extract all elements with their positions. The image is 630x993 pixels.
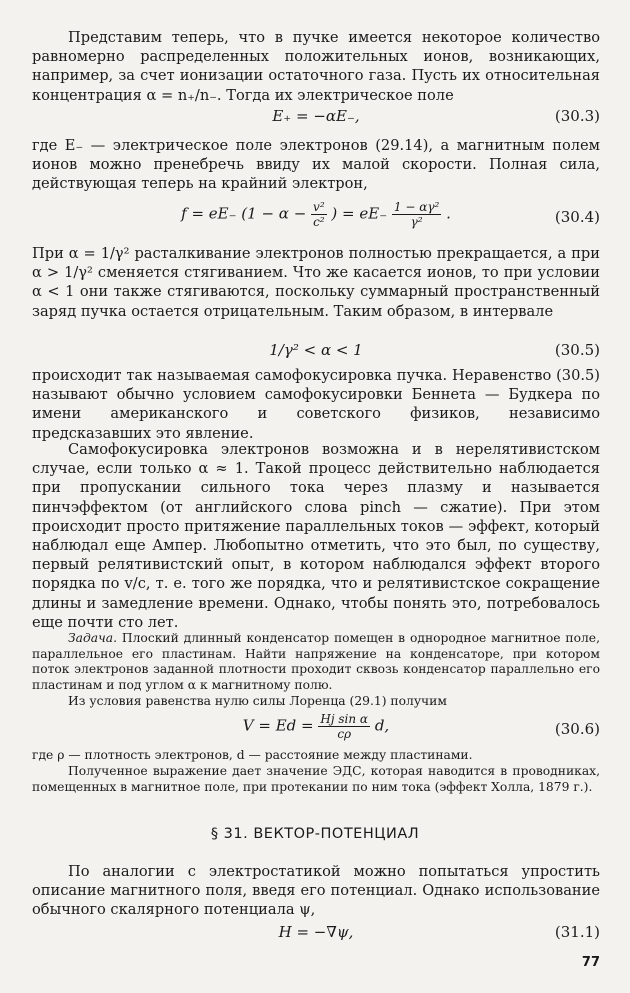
paragraph-pinch-effect: Самофокусировка электронов возможна и в нерелятивистском случае, если только α ≈ 1. Такой процесс действительно наблюдается при пропускании сильного тока через плазму и называется пинчэффектом (от английского слова pinch — сжатие). При этом происходит просто притяжение параллельных токов — эффект, который наблюдал еще Ампер. Любопытно отметить, что это был, по существу, первый релятивистский опыт, в котором наблюдался эффект второго порядка по v/c, т. е. того же порядка, что и релятивистское сокращение длины и замедление времени. Однако, чтобы понять это, потребовалось еще почти сто лет. xyxy=(32,441,600,631)
page-number: 77 xyxy=(581,955,600,970)
fraction-v2-c2 xyxy=(311,200,327,229)
task-text: Плоский длинный конденсатор помещен в однородное магнитное поле, параллельное его пластинам. Найти напряжение на конденсаторе, при котором поток электронов заданной плотности проходит сквозь конденсатор параллельно его пластинам и под углом α к магнитному полю. xyxy=(32,631,600,692)
task-definitions: где ρ — плотность электронов, d — расстояние между пластинами. xyxy=(32,748,473,762)
equation-formula: 1/γ² < α < 1 xyxy=(269,341,363,359)
paragraph-vector-potential: По аналогии с электростатикой можно попытаться упростить описание магнитного поля, введя его потенциал. Однако использование обычного скалярного потенциала ψ, xyxy=(32,863,600,919)
paragraph-stop-repulsion: При α = 1/γ² расталкивание электронов полностью прекращается, а при α > 1/γ² сменяется стягиванием. Что же касается ионов, то при условии α < 1 они также стягиваются, поскольку суммарный пространственный заряд пучка остается отрицательным. Таким образом, в интервале xyxy=(32,245,600,320)
fraction-denominator: c² xyxy=(313,215,325,229)
equation-30-5 xyxy=(32,338,600,364)
equation-number: (31.1) xyxy=(554,923,600,941)
equation-end: . xyxy=(446,204,451,223)
equation-formula: H = −∇ψ, xyxy=(278,923,354,941)
equation-30-4 xyxy=(32,196,600,240)
equation-31-1 xyxy=(32,920,600,946)
equation-30-3 xyxy=(32,104,600,130)
equation-formula: E₊ = −αE₋, xyxy=(272,107,360,125)
equation-lhs: V = Ed = xyxy=(242,716,314,735)
task-statement xyxy=(32,631,600,693)
fraction-numerator: Hj sin α xyxy=(320,712,369,726)
equation-number: (30.3) xyxy=(554,107,600,125)
equation-number: (30.4) xyxy=(554,208,600,226)
equation-lhs: f = eE₋ (1 − α − xyxy=(181,204,307,223)
fraction-numerator: v² xyxy=(313,200,325,214)
equation-30-6 xyxy=(32,708,600,752)
paragraph-total-force: где E₋ — электрическое поле электронов (29.14), а магнитным полем ионов можно пренебречь ввиду их малой скорости. Полная сила, действующая теперь на крайний электрон, xyxy=(32,137,600,193)
task-solution-intro: Из условия равенства нулю силы Лоренца (29.1) получим xyxy=(68,694,447,708)
equation-end: d, xyxy=(374,716,390,735)
fraction-hj-sin xyxy=(318,712,370,741)
task-conclusion: Полученное выражение дает значение ЭДС, которая наводится в проводниках, помещенных в магнитное поле, при протекании по ним тока (эффект Холла, 1879 г.). xyxy=(32,764,600,794)
section-heading: § 31. ВЕКТОР-ПОТЕНЦИАЛ xyxy=(210,826,420,842)
fraction-denominator: cρ xyxy=(337,727,352,741)
equation-number: (30.6) xyxy=(554,720,600,738)
paragraph-self-focusing: происходит так называемая самофокусировка пучка. Неравенство (30.5) называют обычно условием самофокусировки Беннета — Будкера по имени американского и советского физиков, независимо предсказавших это явление. xyxy=(32,367,600,442)
fraction-gamma xyxy=(392,200,441,229)
fraction-numerator: 1 − αγ² xyxy=(393,200,440,214)
task-label: Задача. xyxy=(68,631,118,645)
fraction-denominator: γ² xyxy=(410,215,423,229)
equation-mid: ) = eE₋ xyxy=(331,204,388,223)
paragraph-ion-concentration: Представим теперь, что в пучке имеется некоторое количество равномерно распределенных положительных ионов, возникающих, например, за счет ионизации остаточного газа. Пусть их относительная концентрация α = n₊/n₋. Тогда их электрическое поле xyxy=(32,29,600,104)
equation-number: (30.5) xyxy=(554,341,600,359)
